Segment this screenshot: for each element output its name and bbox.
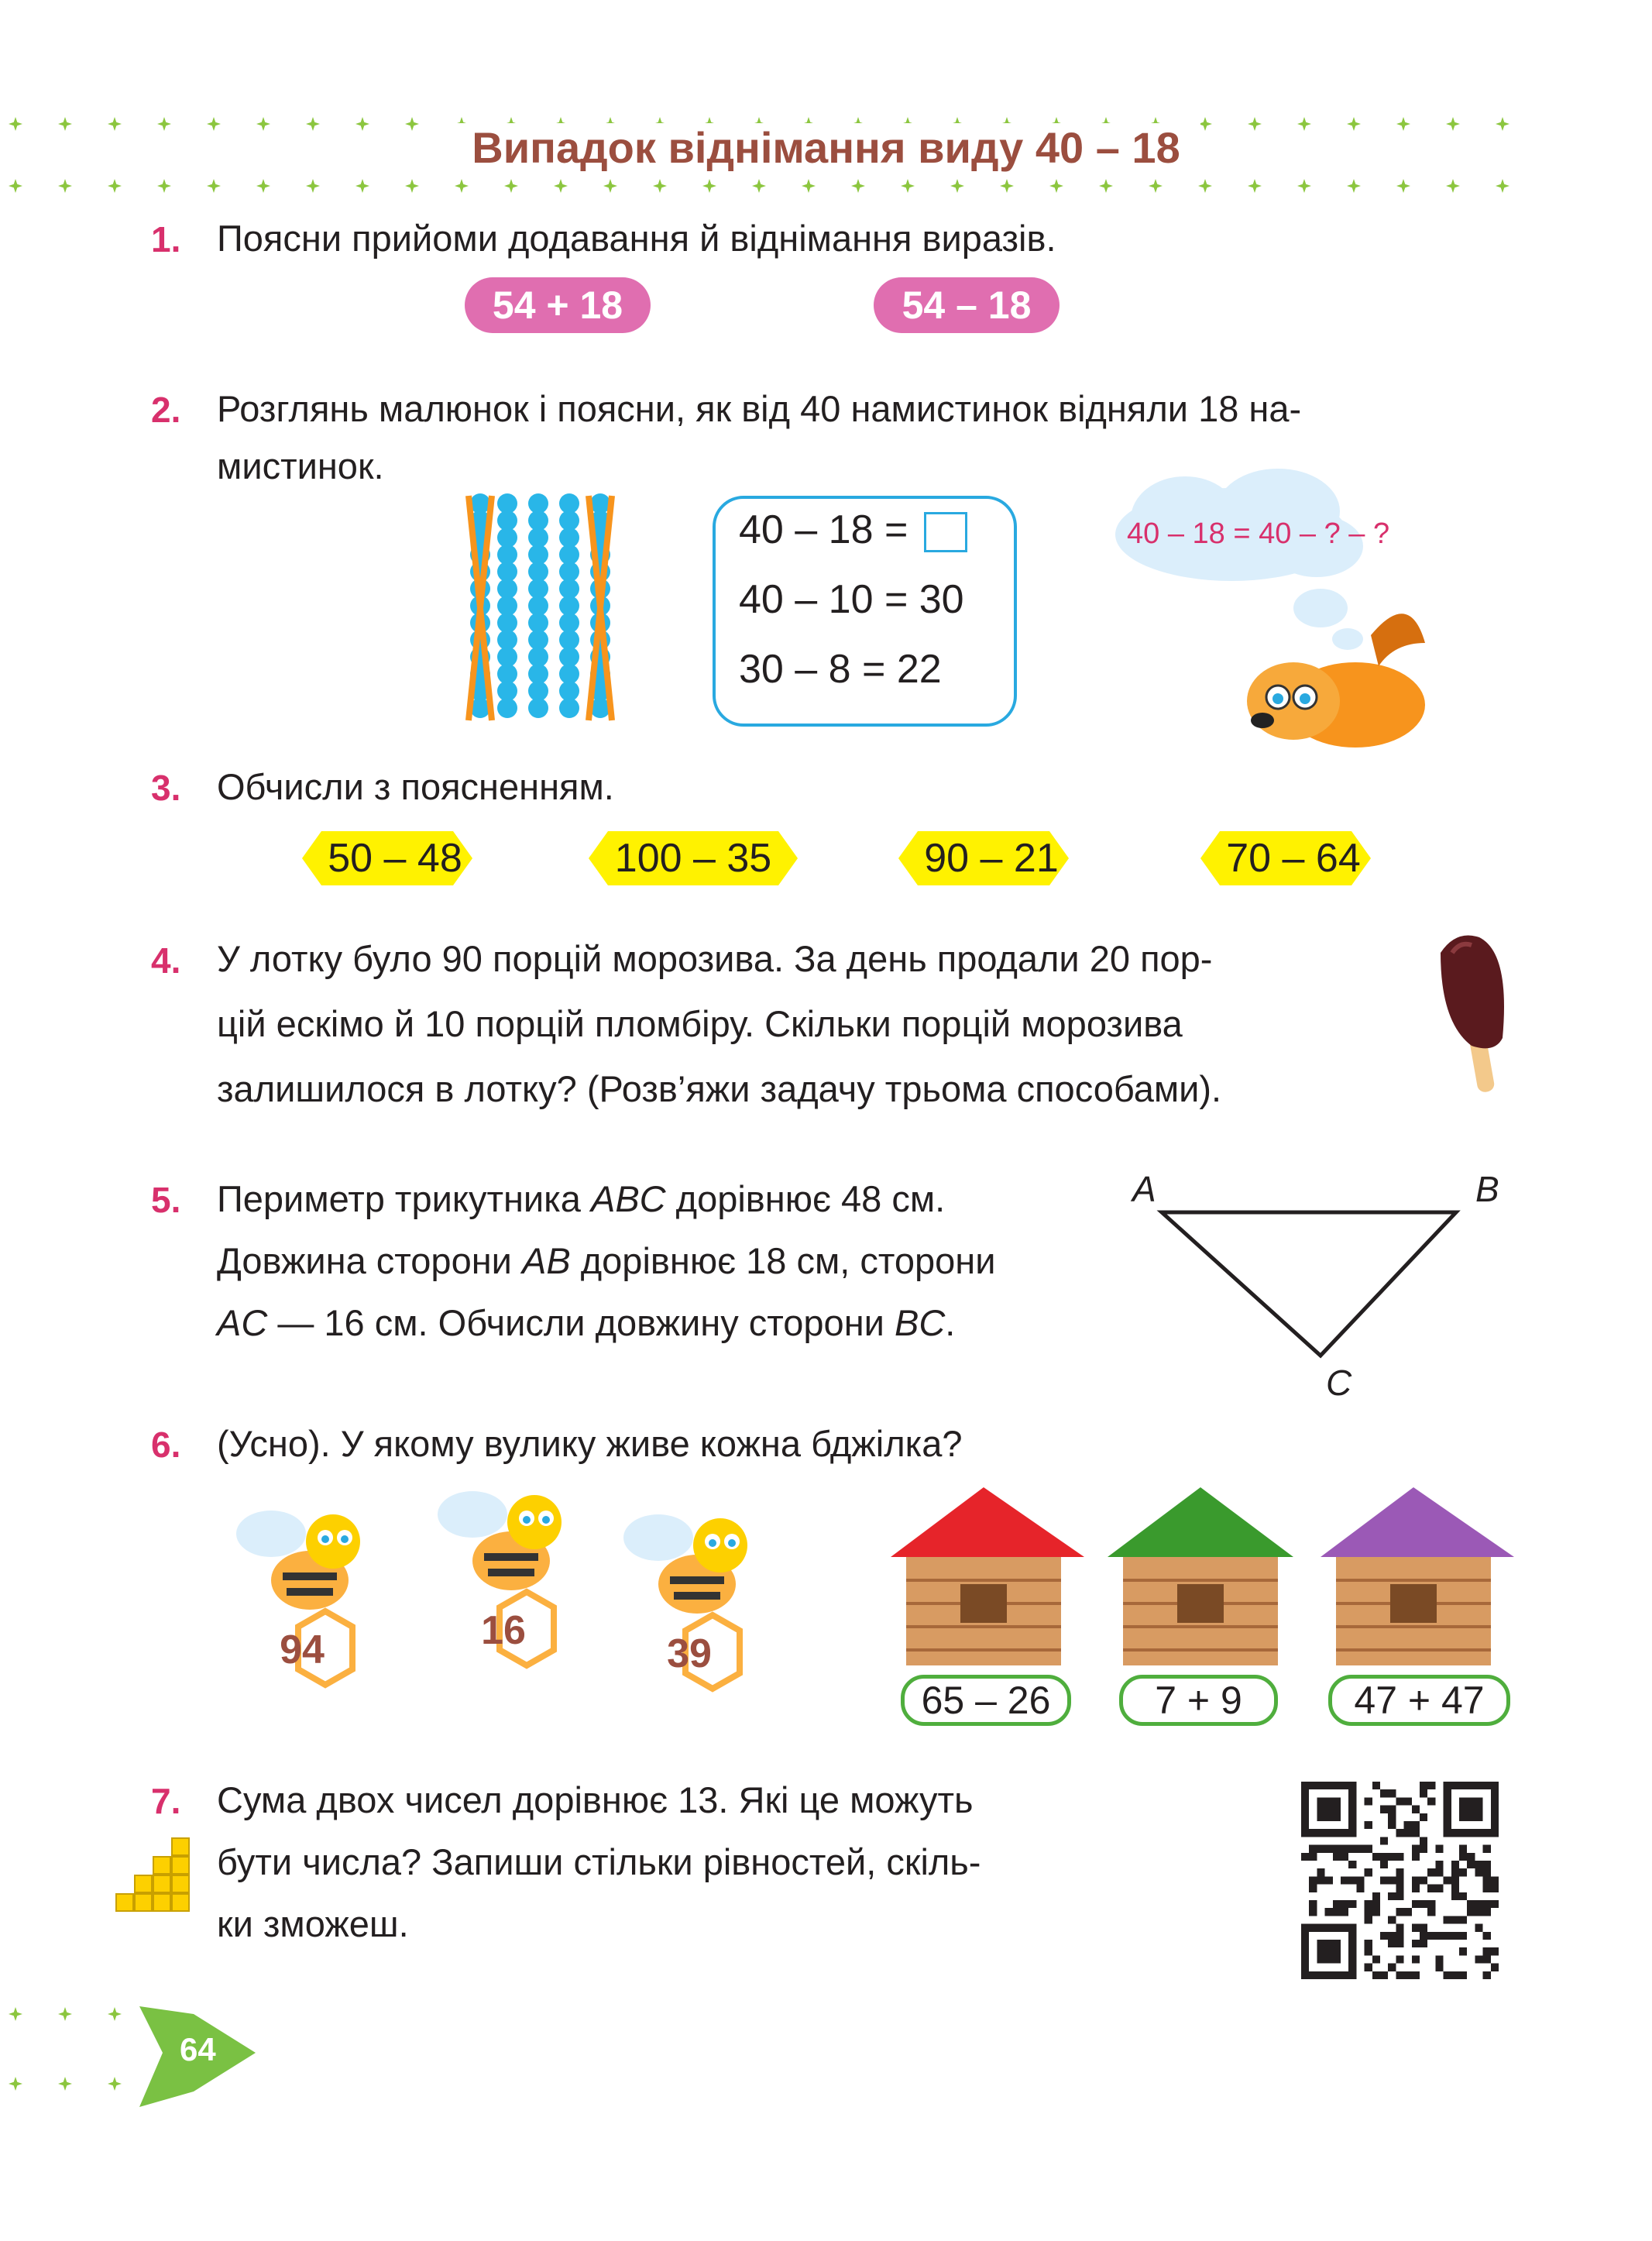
beehive-icon bbox=[891, 1487, 1084, 1665]
qr-code-icon[interactable] bbox=[1301, 1782, 1499, 1979]
page-number: 64 bbox=[180, 2031, 216, 2067]
difficulty-blocks-icon bbox=[115, 1832, 200, 1917]
beehive-icon bbox=[1108, 1487, 1293, 1665]
task-5-text-line: Периметр трикутника ABC дорівнює 48 см. bbox=[217, 1178, 946, 1219]
answer-square-icon bbox=[924, 512, 967, 552]
expression-label: 100 – 35 bbox=[614, 836, 772, 881]
expression-label: 50 – 48 bbox=[328, 836, 462, 881]
equation-line: 40 – 10 = 30 bbox=[739, 577, 964, 622]
vertex-label: A bbox=[1132, 1169, 1156, 1209]
task-5-text-line: Довжина сторони AB дорівнює 18 см, сторони bbox=[217, 1240, 996, 1281]
triangle-abc-diagram bbox=[1115, 1162, 1518, 1410]
bee-number: 16 bbox=[481, 1608, 526, 1653]
bee-wing-icon bbox=[236, 1511, 306, 1557]
beehive-icon bbox=[1321, 1487, 1514, 1665]
beehives-illustration bbox=[883, 1480, 1526, 1681]
equation-box bbox=[713, 496, 1017, 727]
dog-thought-cloud-illustration bbox=[1115, 465, 1464, 759]
hive-label: 47 + 47 bbox=[1328, 1675, 1510, 1726]
task-1-text: Поясни прийоми додавання й віднімання виразів. bbox=[217, 218, 1056, 259]
task-2-number: 2. bbox=[151, 390, 181, 430]
equation-line: 40 – 18 = bbox=[739, 507, 967, 553]
expression-label: 70 – 64 bbox=[1226, 836, 1361, 881]
beads-illustration bbox=[461, 488, 616, 728]
task-4-number: 4. bbox=[151, 940, 181, 981]
task-7-number: 7. bbox=[151, 1781, 181, 1821]
hive-label: 7 + 9 bbox=[1119, 1675, 1278, 1726]
expression-pill: 54 + 18 bbox=[465, 277, 651, 333]
ice-cream-icon bbox=[1425, 930, 1526, 1100]
task-5-number: 5. bbox=[151, 1180, 181, 1220]
hive-label: 65 – 26 bbox=[901, 1675, 1071, 1726]
star-border-bottom bbox=[0, 1999, 139, 2099]
equation-line: 30 – 8 = 22 bbox=[739, 647, 942, 692]
task-1-number: 1. bbox=[151, 219, 181, 260]
task-2-text-line: Розглянь малюнок і поясни, як від 40 намистинок відняли 18 на- bbox=[217, 388, 1302, 429]
bees-illustration bbox=[225, 1472, 782, 1727]
bee-number: 39 bbox=[667, 1631, 712, 1676]
vertex-label: B bbox=[1475, 1169, 1499, 1209]
thought-text: 40 – 18 = 40 – ? – ? bbox=[1127, 517, 1390, 550]
task-7-text-line: Сума двох чисел дорівнює 13. Які це можуть bbox=[217, 1779, 974, 1820]
task-4-text-line: цій ескімо й 10 порцій пломбіру. Скільки порцій морозива bbox=[217, 1003, 1183, 1044]
task-4-text-line: У лотку було 90 порцій морозива. За день продали 20 пор- bbox=[217, 938, 1213, 979]
task-4-text-line: залишилося в лотку? (Розв’яжи задачу трьома способами). bbox=[217, 1068, 1222, 1109]
task-7-text-line: ки зможеш. bbox=[217, 1903, 409, 1944]
task-3-number: 3. bbox=[151, 768, 181, 808]
task-3-text: Обчисли з поясненням. bbox=[217, 766, 614, 807]
vertex-label: C bbox=[1326, 1363, 1352, 1403]
expression-pill: 54 – 18 bbox=[874, 277, 1060, 333]
task-5-text-line: AC — 16 см. Обчисли довжину сторони BC. bbox=[217, 1302, 956, 1343]
bee-number: 94 bbox=[280, 1627, 325, 1672]
page-title: Випадок віднімання виду 40 – 18 bbox=[0, 122, 1652, 173]
expression-label: 90 – 21 bbox=[924, 836, 1059, 881]
task-2-text-line: мистинок. bbox=[217, 445, 384, 486]
task-6-text: (Усно). У якому вулику живе кожна бджілка? bbox=[217, 1423, 963, 1464]
task-6-number: 6. bbox=[151, 1425, 181, 1465]
task-7-text-line: бути числа? Запиши стільки рівностей, скіль- bbox=[217, 1841, 981, 1882]
